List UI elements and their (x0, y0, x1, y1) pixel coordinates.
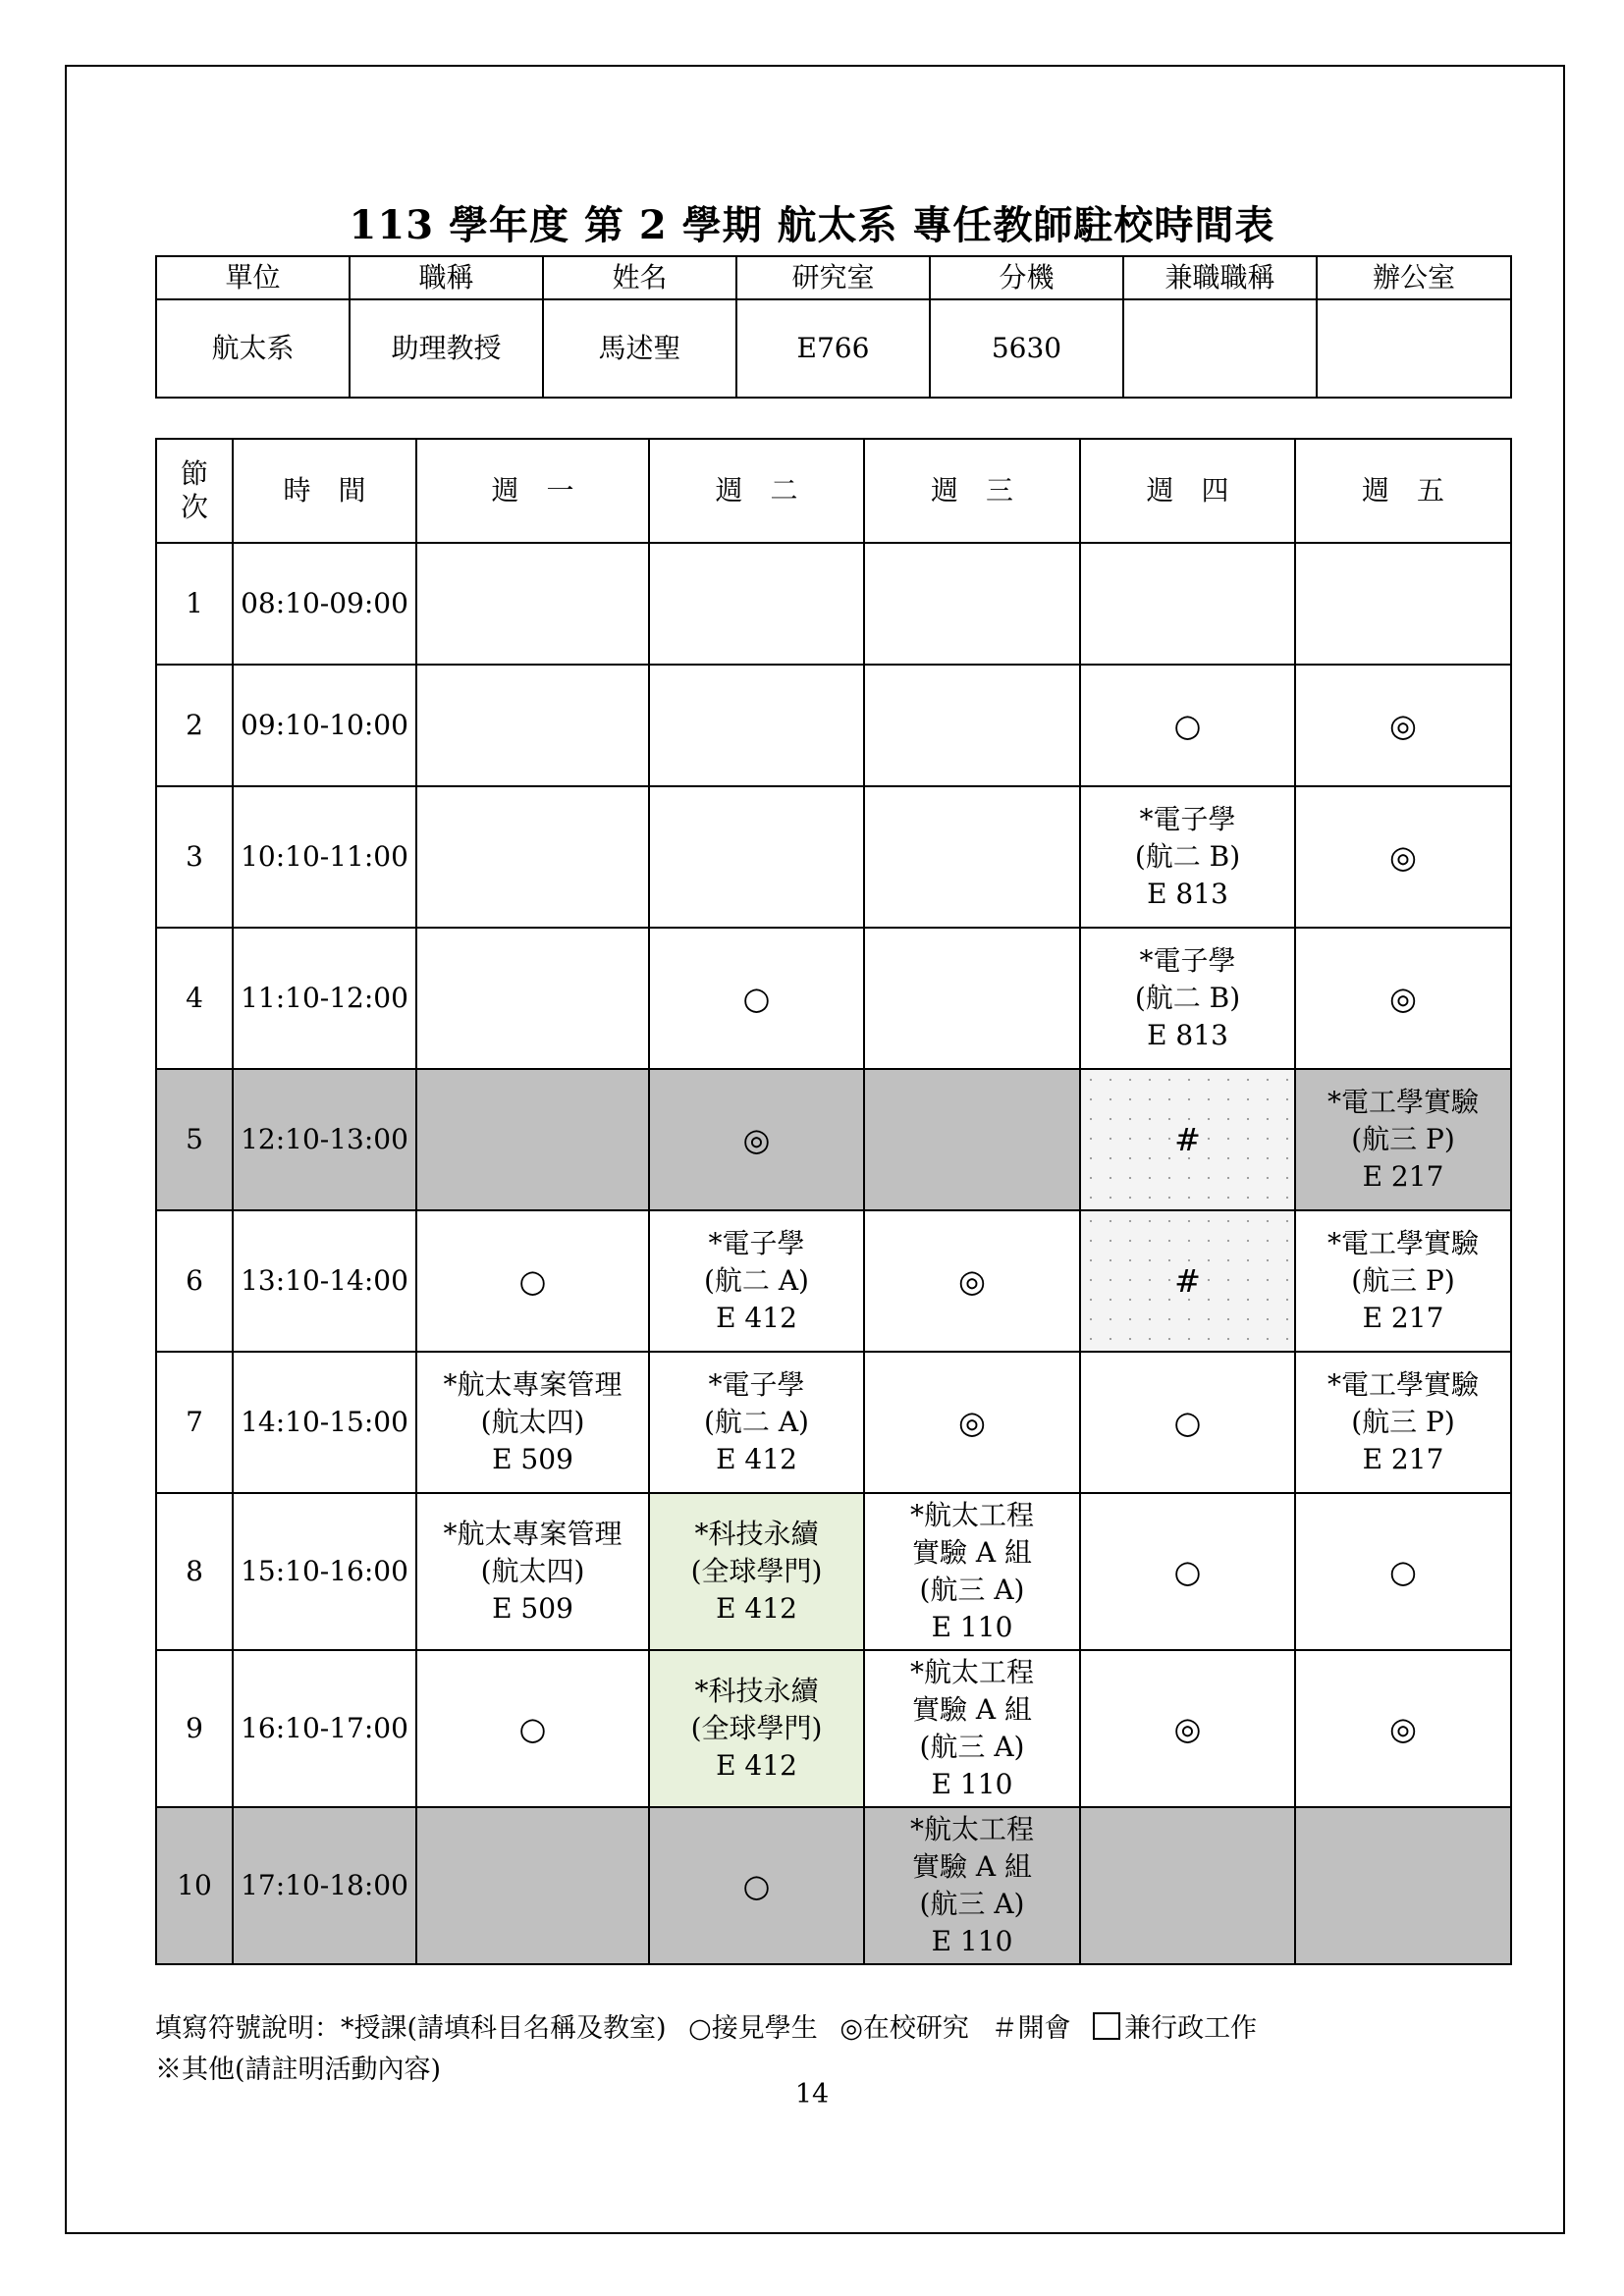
cell-wed-period-5 (864, 1069, 1080, 1210)
cell-thu-period-5: # (1080, 1069, 1295, 1210)
schedule-row (156, 1807, 1511, 1964)
cell-mon-period-3 (416, 786, 649, 928)
info-value-row (156, 299, 1511, 398)
cell-wed-period-3 (864, 786, 1080, 928)
period-number: 1 (156, 543, 233, 665)
cell-wed-period-1 (864, 543, 1080, 665)
cell-fri-period-7: *電工學實驗 (航三 P) E 217 (1295, 1352, 1511, 1493)
cell-thu-period-6: # (1080, 1210, 1295, 1352)
info-header-office: 辦公室 (1317, 256, 1511, 299)
schedule-row (156, 543, 1511, 665)
cell-mon-period-6: ○ (416, 1210, 649, 1352)
cell-wed-period-6: ◎ (864, 1210, 1080, 1352)
period-time: 13:10-14:00 (233, 1210, 416, 1352)
schedule-row (156, 665, 1511, 786)
header-fri: 週 五 (1295, 439, 1511, 543)
period-number: 9 (156, 1650, 233, 1807)
period-time: 12:10-13:00 (233, 1069, 416, 1210)
cell-tue-period-1 (649, 543, 864, 665)
period-time: 16:10-17:00 (233, 1650, 416, 1807)
schedule-row (156, 1493, 1511, 1650)
cell-tue-period-2 (649, 665, 864, 786)
header-tue: 週 二 (649, 439, 864, 543)
cell-fri-period-10 (1295, 1807, 1511, 1964)
checkbox-icon (1093, 2012, 1120, 2040)
cell-tue-period-9: *科技永續 (全球學門) E 412 (649, 1650, 864, 1807)
cell-thu-period-1 (1080, 543, 1295, 665)
header-thu: 週 四 (1080, 439, 1295, 543)
schedule-table (155, 438, 1512, 1965)
cell-mon-period-7: *航太專案管理 (航太四) E 509 (416, 1352, 649, 1493)
info-parttime-title (1123, 299, 1317, 398)
cell-wed-period-8: *航太工程 實驗 A 組 (航三 A) E 110 (864, 1493, 1080, 1650)
info-extension: 5630 (930, 299, 1123, 398)
period-number: 2 (156, 665, 233, 786)
period-time: 08:10-09:00 (233, 543, 416, 665)
schedule-row (156, 928, 1511, 1069)
cell-tue-period-8: *科技永續 (全球學門) E 412 (649, 1493, 864, 1650)
period-time: 15:10-16:00 (233, 1493, 416, 1650)
cell-mon-period-5 (416, 1069, 649, 1210)
cell-mon-period-1 (416, 543, 649, 665)
info-lab: E766 (736, 299, 930, 398)
schedule-row (156, 1650, 1511, 1807)
period-number: 7 (156, 1352, 233, 1493)
cell-fri-period-5: *電工學實驗 (航三 P) E 217 (1295, 1069, 1511, 1210)
legend-line-1 (155, 2008, 1530, 2050)
period-time: 17:10-18:00 (233, 1807, 416, 1964)
cell-mon-period-10 (416, 1807, 649, 1964)
period-time: 11:10-12:00 (233, 928, 416, 1069)
cell-thu-period-3: *電子學 (航二 B) E 813 (1080, 786, 1295, 928)
cell-wed-period-10: *航太工程 實驗 A 組 (航三 A) E 110 (864, 1807, 1080, 1964)
cell-mon-period-2 (416, 665, 649, 786)
schedule-row (156, 786, 1511, 928)
cell-fri-period-1 (1295, 543, 1511, 665)
info-header-parttime-title: 兼職職稱 (1123, 256, 1317, 299)
cell-thu-period-2: ○ (1080, 665, 1295, 786)
schedule-row (156, 1069, 1511, 1210)
schedule-row (156, 1210, 1511, 1352)
cell-thu-period-7: ○ (1080, 1352, 1295, 1493)
cell-mon-period-4 (416, 928, 649, 1069)
info-header-extension: 分機 (930, 256, 1123, 299)
legend-teaching: 填寫符號說明：*授課(請填科目名稱及教室) (155, 2013, 667, 2044)
info-office (1317, 299, 1511, 398)
cell-tue-period-7: *電子學 (航二 A) E 412 (649, 1352, 864, 1493)
legend-admin-label: 兼行政工作 (1124, 2013, 1258, 2044)
header-wed: 週 三 (864, 439, 1080, 543)
cell-mon-period-8: *航太專案管理 (航太四) E 509 (416, 1493, 649, 1650)
cell-tue-period-5: ◎ (649, 1069, 864, 1210)
cell-fri-period-8: ○ (1295, 1493, 1511, 1650)
cell-wed-period-2 (864, 665, 1080, 786)
info-header-title: 職稱 (350, 256, 543, 299)
schedule-header-row (156, 439, 1511, 543)
cell-thu-period-8: ○ (1080, 1493, 1295, 1650)
period-time: 09:10-10:00 (233, 665, 416, 786)
legend-research: ◎在校研究 (839, 2013, 969, 2044)
period-time: 10:10-11:00 (233, 786, 416, 928)
cell-wed-period-4 (864, 928, 1080, 1069)
header-time: 時 間 (233, 439, 416, 543)
legend-admin (1093, 2013, 1271, 2044)
info-header-name: 姓名 (543, 256, 736, 299)
cell-wed-period-9: *航太工程 實驗 A 組 (航三 A) E 110 (864, 1650, 1080, 1807)
cell-fri-period-2: ◎ (1295, 665, 1511, 786)
period-number: 6 (156, 1210, 233, 1352)
cell-thu-period-4: *電子學 (航二 B) E 813 (1080, 928, 1295, 1069)
cell-fri-period-4: ◎ (1295, 928, 1511, 1069)
header-mon: 週 一 (416, 439, 649, 543)
info-header-lab: 研究室 (736, 256, 930, 299)
cell-tue-period-6: *電子學 (航二 A) E 412 (649, 1210, 864, 1352)
info-title: 助理教授 (350, 299, 543, 398)
period-number: 10 (156, 1807, 233, 1964)
legend-meeting: ＃開會 (991, 2013, 1071, 2044)
cell-thu-period-10 (1080, 1807, 1295, 1964)
info-unit: 航太系 (156, 299, 350, 398)
cell-tue-period-4: ○ (649, 928, 864, 1069)
cell-tue-period-10: ○ (649, 1807, 864, 1964)
info-name: 馬述聖 (543, 299, 736, 398)
header-period: 節 次 (156, 439, 233, 543)
period-number: 4 (156, 928, 233, 1069)
period-time: 14:10-15:00 (233, 1352, 416, 1493)
page-number: 14 (794, 2079, 830, 2109)
page-title: 113 學年度 第 2 學期 航太系 專任教師駐校時間表 (349, 202, 1275, 248)
schedule-row (156, 1352, 1511, 1493)
cell-fri-period-6: *電工學實驗 (航三 P) E 217 (1295, 1210, 1511, 1352)
legend-meet-students: ○接見學生 (688, 2013, 818, 2044)
info-header-unit: 單位 (156, 256, 350, 299)
cell-mon-period-9: ○ (416, 1650, 649, 1807)
cell-fri-period-3: ◎ (1295, 786, 1511, 928)
cell-wed-period-7: ◎ (864, 1352, 1080, 1493)
cell-tue-period-3 (649, 786, 864, 928)
cell-thu-period-9: ◎ (1080, 1650, 1295, 1807)
period-number: 3 (156, 786, 233, 928)
info-header-row (156, 256, 1511, 299)
period-number: 5 (156, 1069, 233, 1210)
legend-line-2: ※其他(請註明活動內容) (155, 2055, 442, 2085)
period-number: 8 (156, 1493, 233, 1650)
cell-fri-period-9: ◎ (1295, 1650, 1511, 1807)
teacher-info-table (155, 255, 1512, 399)
